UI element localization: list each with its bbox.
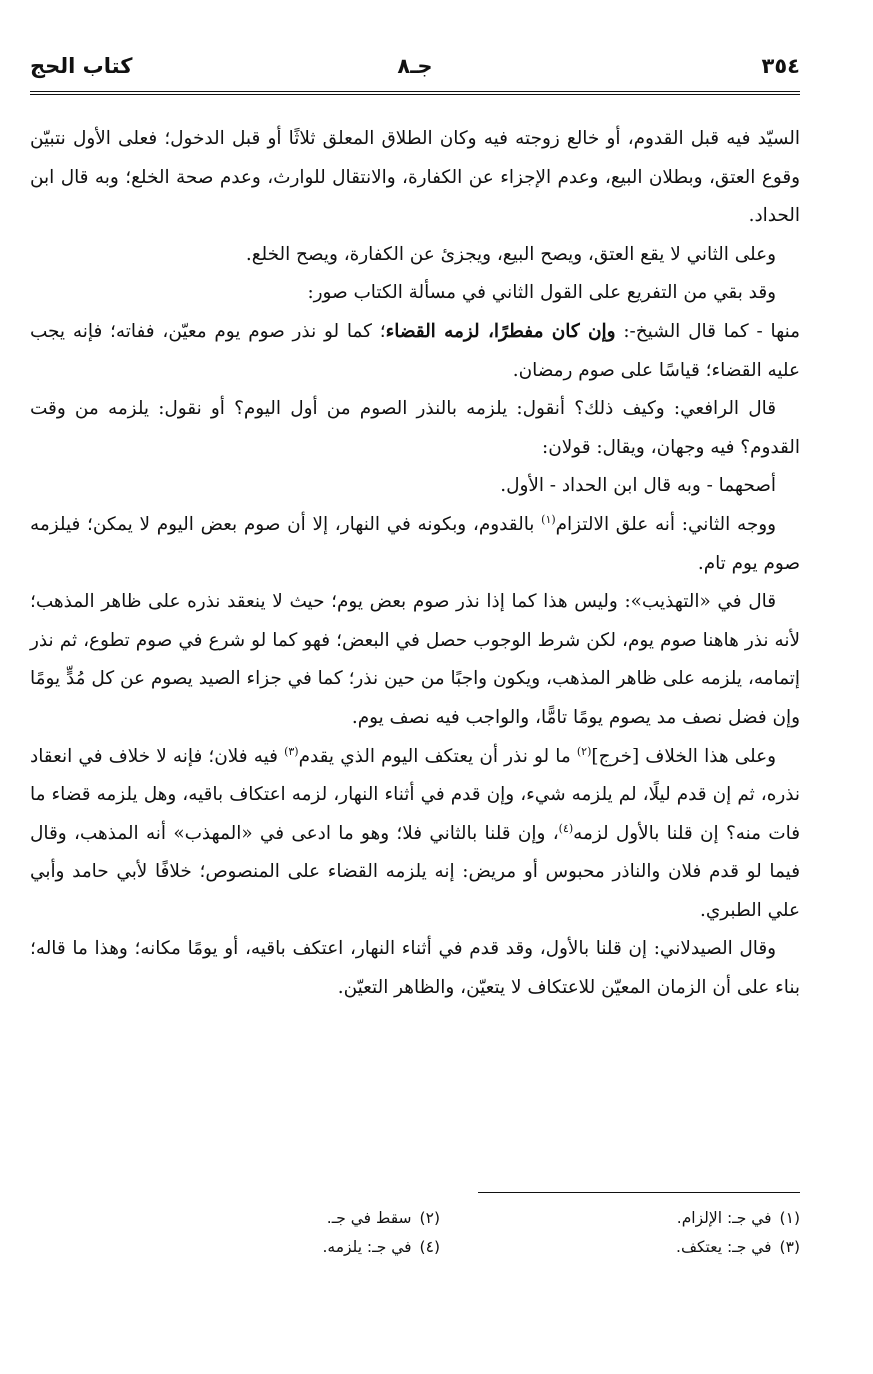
- footnotes-column-right: [470, 1204, 800, 1262]
- footnote-1: [470, 1204, 800, 1233]
- paragraph-4: [30, 313, 800, 390]
- page-number: ٣٥٤: [761, 54, 800, 78]
- footnote-text: في جـ: الإلزام.: [676, 1209, 772, 1227]
- footnote-ref-1[interactable]: (١): [541, 512, 556, 526]
- footnotes-column-left: [110, 1204, 440, 1262]
- book-title: كتاب الحج: [30, 54, 133, 78]
- paragraph-10: وقال الصيدلاني: إن قلنا بالأول، وقد قدم في أثناء النهار، اعتكف باقيه، أو يومًا مكانه؛ وهذا ما قاله؛ بناء على أن الزمان المعيّن للاعتكاف لا يتعيّن، والظاهر التعيّن.: [30, 938, 800, 999]
- main-text: [30, 120, 800, 1008]
- volume-label: جـ٨: [397, 54, 433, 78]
- footnote-text: سقط في جـ.: [326, 1209, 412, 1227]
- footnote-separator: [478, 1192, 800, 1193]
- paragraph-3: وقد بقي من التفريع على القول الثاني في مسألة الكتاب صور:: [307, 282, 776, 304]
- paragraph-6: أصحهما - وبه قال ابن الحداد - الأول.: [500, 475, 776, 497]
- paragraph-4-lead: منها - كما قال الشيخ-:: [615, 320, 800, 342]
- paragraph-4-rest: ؛ كما لو نذر صوم يوم معيّن، ففاته؛ فإنه يجب عليه القضاء؛ قياسًا على صوم رمضان.: [30, 320, 800, 381]
- paragraph-5: قال الرافعي: وكيف ذلك؟ أنقول: يلزمه بالنذر الصوم من أول اليوم؟ أو نقول: يلزمه من وقت القدوم؟ فيه وجهان، ويقال: قولان:: [30, 398, 800, 458]
- paragraph-2: وعلى الثاني لا يقع العتق، ويصح البيع، ويجزئ عن الكفارة، ويصح الخلع.: [245, 243, 776, 265]
- header-rule: [30, 91, 800, 95]
- paragraph-8: قال في «التهذيب»: وليس هذا كما إذا نذر صوم بعض يوم؛ حيث لا ينعقد نذره على ظاهر المذهب؛ لأنه نذر هاهنا صوم يوم، لكن شرط الوجوب حصل في البعض؛ فهو كما لو شرع في صوم تطوع، ثم نذر إتمامه، يلزمه على ظاهر المذهب، ويكون واجبًا من حين نذر؛ كما في جزاء الصيد يصوم عن كل مُدٍّ يومًا وإن فضل نصف مد يصوم يومًا تامًّا، والواجب فيه نصف يوم.: [30, 591, 800, 728]
- footnote-text: في جـ: يعتكف.: [676, 1238, 772, 1256]
- footnote-2: [110, 1204, 440, 1233]
- footnote-text: في جـ: يلزمه.: [322, 1238, 412, 1256]
- footnote-4: [110, 1233, 440, 1262]
- footnote-number: (١): [779, 1209, 800, 1227]
- paragraph-7-lead: ووجه الثاني: أنه علق الالتزام: [555, 513, 776, 535]
- footnote-ref-4[interactable]: (٤): [558, 821, 574, 835]
- footnote-number: (٤): [419, 1238, 440, 1256]
- footnote-3: [470, 1233, 800, 1262]
- paragraph-9-part-a: وعلى هذا الخلاف [خرج]: [591, 745, 776, 767]
- footnote-ref-2[interactable]: (٢): [576, 744, 592, 758]
- paragraph-1: السيّد فيه قبل القدوم، أو خالع زوجته فيه وكان الطلاق المعلق ثلاثًا أو قبل الدخول؛ فعلى الأول نتبيّن وقوع العتق، وبطلان البيع، وعدم الإجزاء عن الكفارة، والانتقال للوارث، وعدم صحة الخلع؛ وبه قال ابن الحداد.: [30, 128, 800, 227]
- footnote-number: (٢): [419, 1209, 440, 1227]
- paragraph-7-rest: بالقدوم، وبكونه في النهار، إلا أن صوم بعض اليوم لا يمكن؛ فيلزمه صوم يوم تام.: [30, 513, 800, 574]
- paragraph-9-part-b: ما لو نذر أن يعتكف اليوم الذي يقدم: [298, 745, 577, 767]
- paragraph-9-part-c: فيه فلان؛ فإنه لا خلاف في انعقاد نذره، ثم إن قدم ليلًا، لم يلزمه شيء، وإن قدم في أثناء النهار، لزمه اعتكاف باقيه، وهل يلزمه قضاء ما فات منه؟ إن قلنا بالأول لزمه: [30, 745, 800, 844]
- matn-quote: وإن كان مفطرًا، لزمه القضاء: [385, 320, 616, 342]
- paragraph-7: [30, 506, 800, 583]
- footnote-ref-3[interactable]: (٣): [284, 744, 299, 758]
- footnote-number: (٣): [779, 1238, 800, 1256]
- paragraph-9-part-d: ، وإن قلنا بالثاني فلا؛ وهو ما ادعى في «المهذب» أنه المذهب، وقال فيما لو قدم فلان والناذر محبوس أو مريض: إنه يلزمه القضاء على المنصوص؛ خلافًا لأبي حامد وأبي علي الطبري.: [30, 822, 800, 921]
- running-header: [30, 52, 800, 88]
- paragraph-9: [30, 738, 800, 931]
